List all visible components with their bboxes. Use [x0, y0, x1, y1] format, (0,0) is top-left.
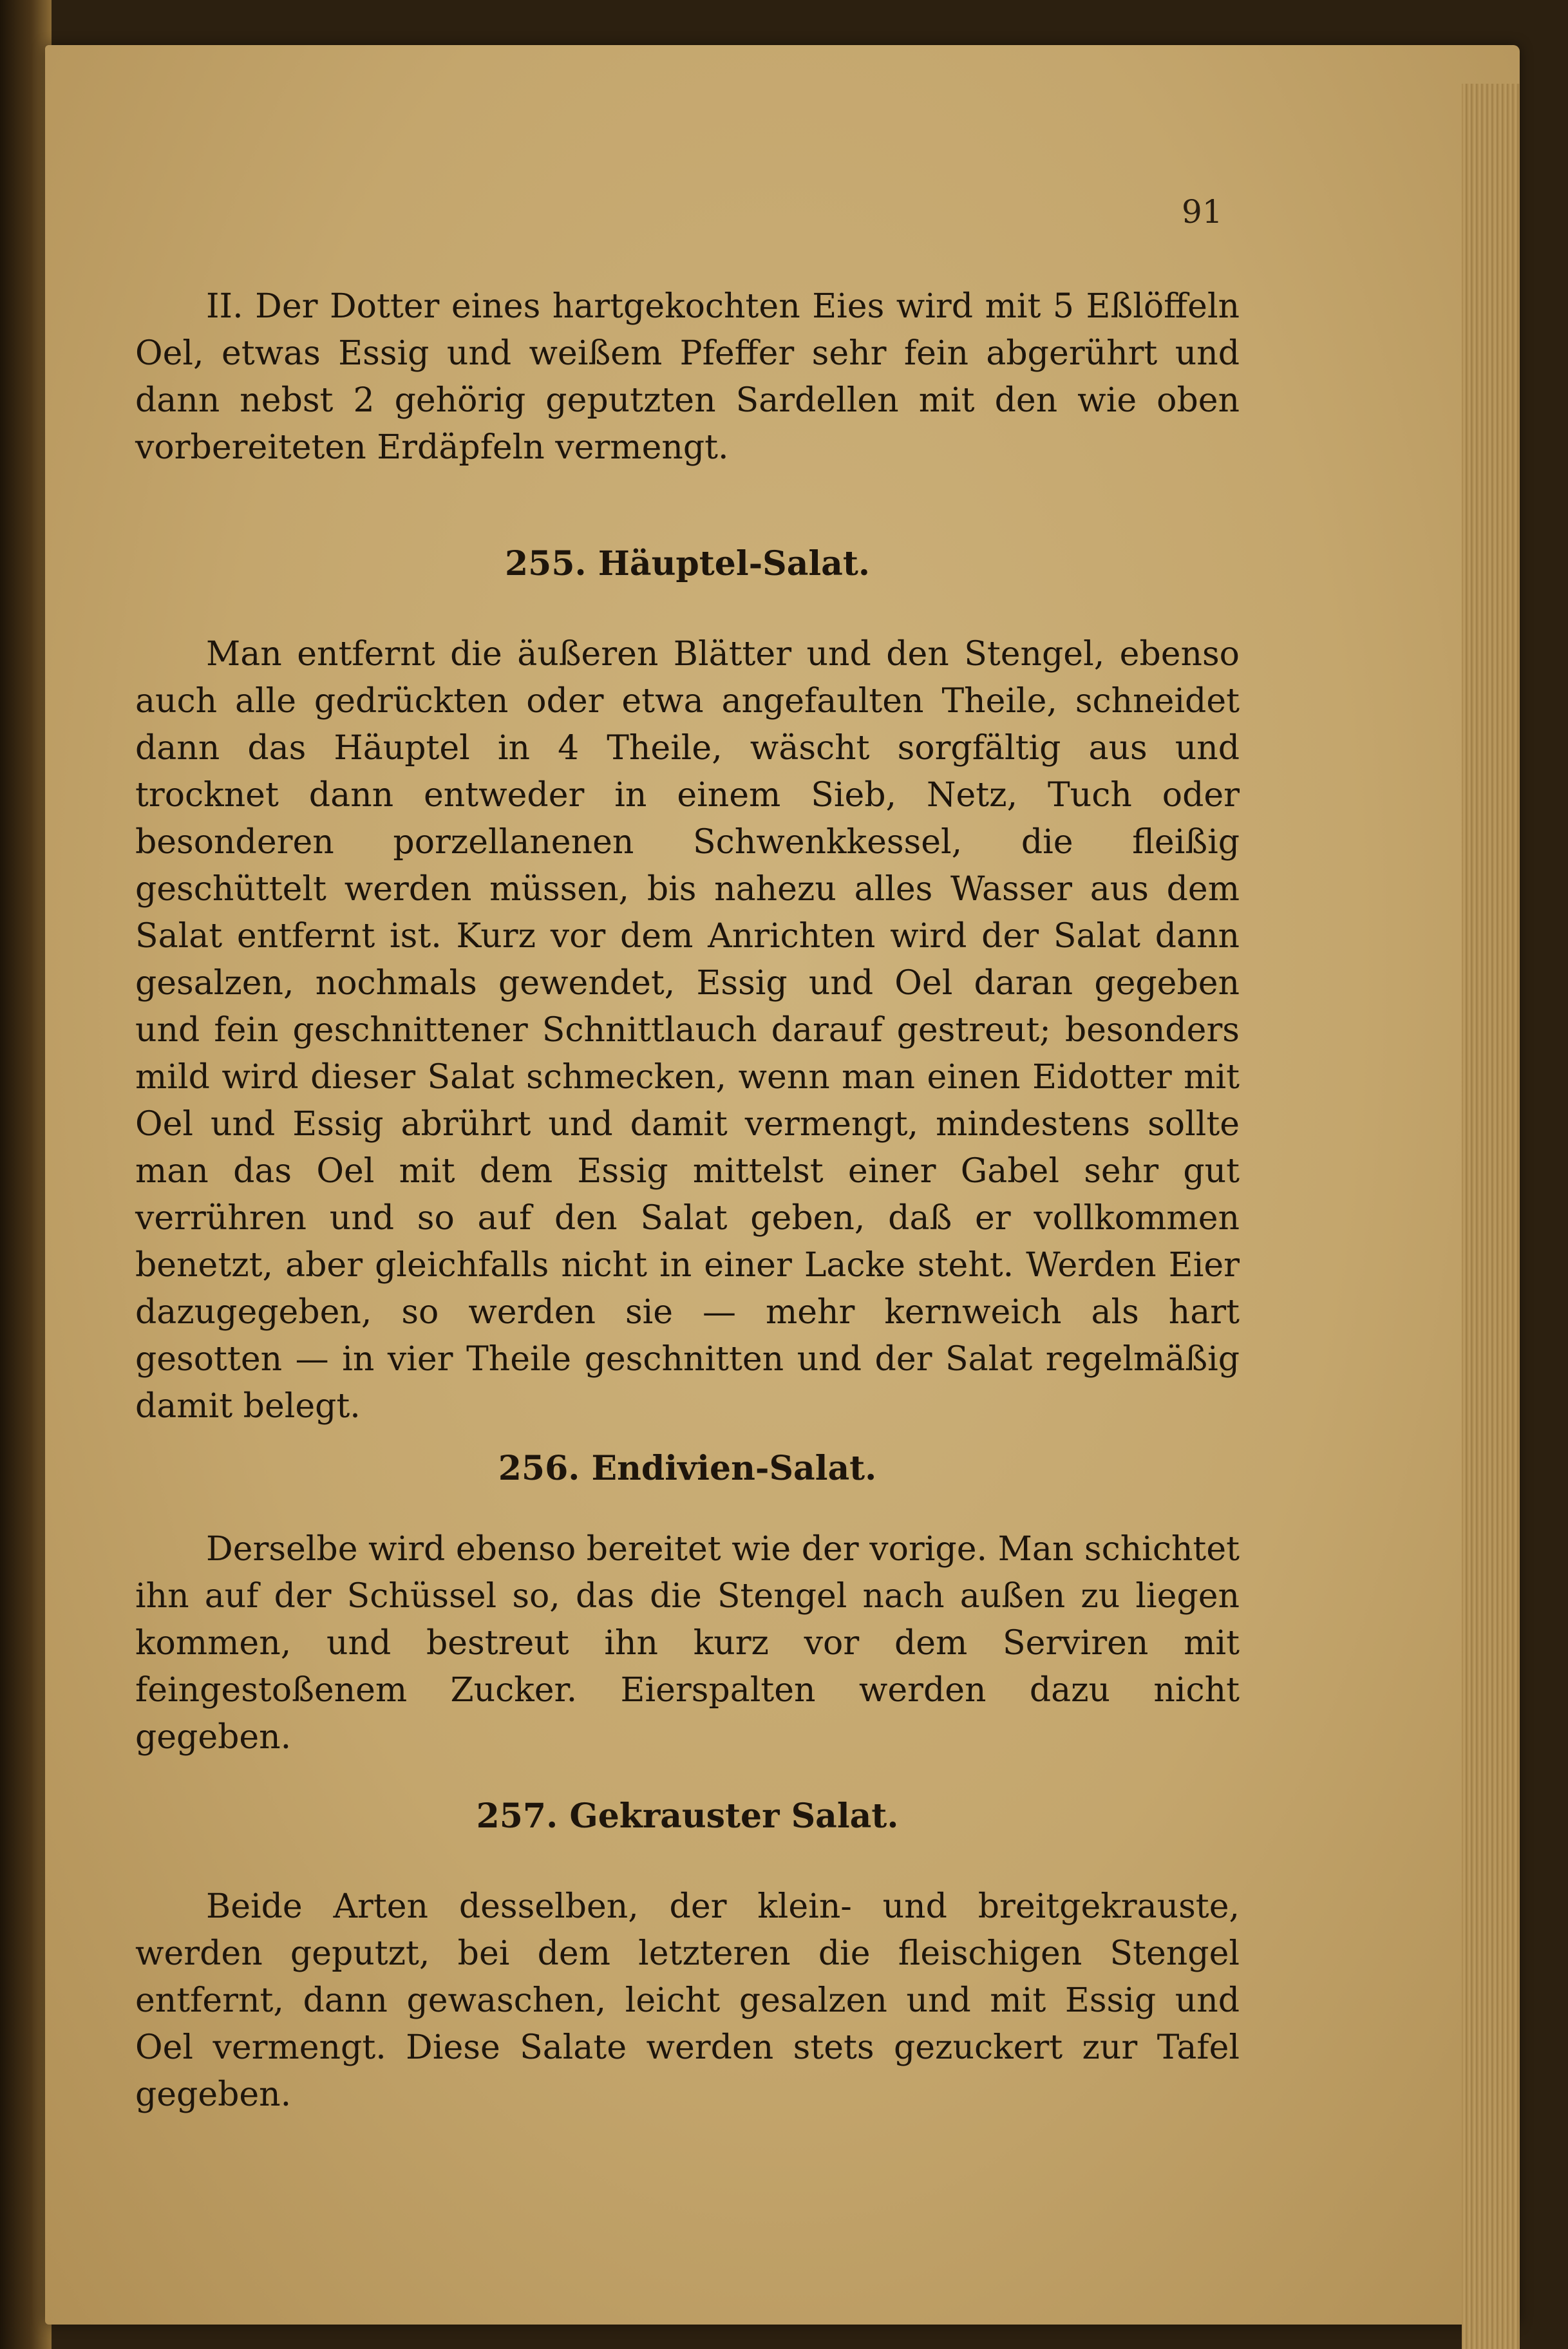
recipe-text-257-body: Beide Arten desselben, der klein- und breitgekrauste, werden geputzt, bei dem letzteren die fleischigen Stengel entfernt, dann gewaschen, leicht gesalzen und mit Essig und Oel vermengt. Diese Salate werden stets gezuckert zur Tafel gegeben. — [135, 1887, 1240, 2114]
recipe-heading-257: 257. Gekrauster Salat. — [476, 1797, 899, 1836]
intro-paragraph — [135, 283, 1240, 471]
intro-paragraph-text: II. Der Dotter eines hartgekochten Eies wird mit 5 Eßlöffeln Oel, etwas Essig und weißem Pfeffer sehr fein abgerührt und dann nebst 2 gehörig geputzten Sardellen mit den wie oben vorbereiteten Erdäpfeln vermengt. — [135, 287, 1240, 467]
page-number: 91 — [1182, 193, 1223, 231]
recipe-heading-255: 255. Häuptel-Salat. — [505, 544, 870, 583]
recipe-text-257 — [135, 1883, 1240, 2118]
recipe-text-256-body: Derselbe wird ebenso bereitet wie der vorige. Man schichtet ihn auf der Schüssel so, das die Stengel nach außen zu liegen kommen, und bestreut ihn kurz vor dem Serviren mit feingestoßenem Zucker. Eierspalten werden dazu nicht gegeben. — [135, 1530, 1240, 1757]
recipe-heading-256: 256. Endivien-Salat. — [498, 1449, 877, 1488]
recipe-text-256 — [135, 1526, 1240, 1761]
book-spine-edge — [0, 0, 52, 2349]
recipe-text-255 — [135, 631, 1240, 1430]
page-edge-stack — [1462, 84, 1520, 2349]
recipe-text-255-body: Man entfernt die äußeren Blätter und den Stengel, ebenso auch alle gedrückten oder etwa angefaulten Theile, schneidet dann das Häuptel in 4 Theile, wäscht sorgfältig aus und trocknet dann entweder in einem Sieb, Netz, Tuch oder besonderen porzellanenen Schwenkkessel, die fleißig geschüttelt werden müssen, bis nahezu alles Wasser aus dem Salat entfernt ist. Kurz vor dem Anrichten wird der Salat dann gesalzen, nochmals gewendet, Essig und Oel daran gegeben und fein geschnittener Schnittlauch darauf gestreut; besonders mild wird dieser Salat schmecken, wenn man einen Eidotter mit Oel und Essig abrührt und damit vermengt, mindestens sollte man das Oel mit dem Essig mittelst einer Gabel sehr gut verrühren und so auf den Salat geben, daß er vollkommen benetzt, aber gleichfalls nicht in einer Lacke steht. Werden Eier dazugegeben, so werden sie — mehr kernweich als hart gesotten — in vier Theile geschnitten und der Salat regelmäßig damit belegt. — [135, 635, 1240, 1426]
